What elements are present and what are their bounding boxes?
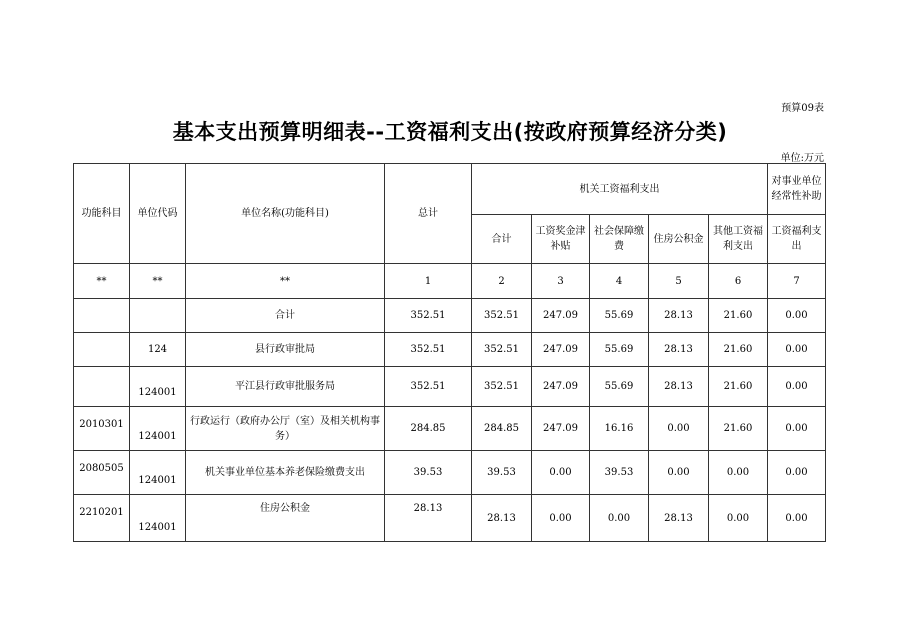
cell-subsidy-wage: 0.00 bbox=[768, 451, 826, 495]
cell-name: 合计 bbox=[186, 299, 385, 333]
cell-sub-total: 352.51 bbox=[472, 333, 532, 367]
header-sub-total: 合计 bbox=[472, 215, 532, 264]
cell-housing: 0.00 bbox=[649, 407, 709, 451]
cell-total: 352.51 bbox=[385, 299, 472, 333]
cell-name: 机关事业单位基本养老保险缴费支出 bbox=[186, 451, 385, 495]
index-cell: 6 bbox=[709, 264, 768, 299]
cell-code bbox=[130, 299, 186, 333]
cell-social: 16.16 bbox=[590, 407, 649, 451]
table-row bbox=[74, 299, 826, 333]
cell-social: 39.53 bbox=[590, 451, 649, 495]
cell-other: 21.60 bbox=[709, 407, 768, 451]
cell-subsidy-wage: 0.00 bbox=[768, 495, 826, 542]
cell-other: 21.60 bbox=[709, 333, 768, 367]
cell-other: 21.60 bbox=[709, 367, 768, 407]
index-cell: 4 bbox=[590, 264, 649, 299]
header-social: 社会保障缴费 bbox=[590, 215, 649, 264]
cell-func: 2010301 bbox=[74, 407, 130, 451]
cell-subsidy-wage: 0.00 bbox=[768, 367, 826, 407]
cell-wages: 247.09 bbox=[532, 367, 590, 407]
cell-sub-total: 284.85 bbox=[472, 407, 532, 451]
header-row-1 bbox=[74, 164, 826, 215]
cell-name: 行政运行（政府办公厅（室）及相关机构事务） bbox=[186, 407, 385, 451]
index-cell: ** bbox=[130, 264, 186, 299]
cell-total: 352.51 bbox=[385, 333, 472, 367]
cell-housing: 28.13 bbox=[649, 367, 709, 407]
cell-other: 0.00 bbox=[709, 495, 768, 542]
cell-name: 平江县行政审批服务局 bbox=[186, 367, 385, 407]
budget-table bbox=[73, 163, 826, 542]
table-row bbox=[74, 451, 826, 495]
page-title: 基本支出预算明细表--工资福利支出(按政府预算经济分类) bbox=[172, 120, 728, 144]
cell-func bbox=[74, 333, 130, 367]
header-wages: 工资奖金津补贴 bbox=[532, 215, 590, 264]
index-cell: ** bbox=[74, 264, 130, 299]
unit-label: 单位:万元 bbox=[780, 153, 824, 164]
header-subsidy-wage: 工资福利支出 bbox=[768, 215, 826, 264]
cell-social: 0.00 bbox=[590, 495, 649, 542]
cell-func bbox=[74, 367, 130, 407]
header-total: 总计 bbox=[385, 164, 472, 264]
table-row bbox=[74, 495, 826, 542]
table-row bbox=[74, 367, 826, 407]
header-func-subject: 功能科目 bbox=[74, 164, 130, 264]
cell-other: 21.60 bbox=[709, 299, 768, 333]
index-cell: 1 bbox=[385, 264, 472, 299]
cell-housing: 28.13 bbox=[649, 299, 709, 333]
cell-total: 28.13 bbox=[385, 495, 472, 542]
cell-subsidy-wage: 0.00 bbox=[768, 407, 826, 451]
cell-housing: 0.00 bbox=[649, 451, 709, 495]
cell-code: 124001 bbox=[130, 407, 186, 451]
cell-func: 2080505 bbox=[74, 451, 130, 495]
cell-sub-total: 39.53 bbox=[472, 451, 532, 495]
cell-housing: 28.13 bbox=[649, 333, 709, 367]
index-cell: 3 bbox=[532, 264, 590, 299]
cell-wages: 0.00 bbox=[532, 495, 590, 542]
header-unit-name: 单位名称(功能科目) bbox=[186, 164, 385, 264]
cell-social: 55.69 bbox=[590, 367, 649, 407]
cell-subsidy-wage: 0.00 bbox=[768, 299, 826, 333]
cell-sub-total: 28.13 bbox=[472, 495, 532, 542]
cell-total: 352.51 bbox=[385, 367, 472, 407]
cell-func bbox=[74, 299, 130, 333]
cell-total: 39.53 bbox=[385, 451, 472, 495]
cell-social: 55.69 bbox=[590, 299, 649, 333]
header-housing: 住房公积金 bbox=[649, 215, 709, 264]
index-cell: 7 bbox=[768, 264, 826, 299]
cell-sub-total: 352.51 bbox=[472, 299, 532, 333]
index-row bbox=[74, 264, 826, 299]
cell-wages: 247.09 bbox=[532, 407, 590, 451]
cell-wages: 247.09 bbox=[532, 333, 590, 367]
cell-housing: 28.13 bbox=[649, 495, 709, 542]
form-number: 预算09表 bbox=[781, 103, 824, 114]
table-row bbox=[74, 333, 826, 367]
cell-subsidy-wage: 0.00 bbox=[768, 333, 826, 367]
header-group-label: 机关工资福利支出 bbox=[472, 164, 768, 215]
cell-code: 124 bbox=[130, 333, 186, 367]
cell-func: 2210201 bbox=[74, 495, 130, 542]
cell-other: 0.00 bbox=[709, 451, 768, 495]
index-cell: 5 bbox=[649, 264, 709, 299]
cell-name: 县行政审批局 bbox=[186, 333, 385, 367]
cell-code: 124001 bbox=[130, 367, 186, 407]
table-row bbox=[74, 407, 826, 451]
cell-wages: 0.00 bbox=[532, 451, 590, 495]
header-subsidy: 对事业单位经常性补助 bbox=[768, 164, 826, 215]
cell-total: 284.85 bbox=[385, 407, 472, 451]
index-cell: 2 bbox=[472, 264, 532, 299]
index-cell: ** bbox=[186, 264, 385, 299]
cell-code: 124001 bbox=[130, 495, 186, 542]
header-unit-code: 单位代码 bbox=[130, 164, 186, 264]
cell-code: 124001 bbox=[130, 451, 186, 495]
header-other: 其他工资福利支出 bbox=[709, 215, 768, 264]
cell-sub-total: 352.51 bbox=[472, 367, 532, 407]
cell-name: 住房公积金 bbox=[186, 495, 385, 542]
cell-wages: 247.09 bbox=[532, 299, 590, 333]
cell-social: 55.69 bbox=[590, 333, 649, 367]
